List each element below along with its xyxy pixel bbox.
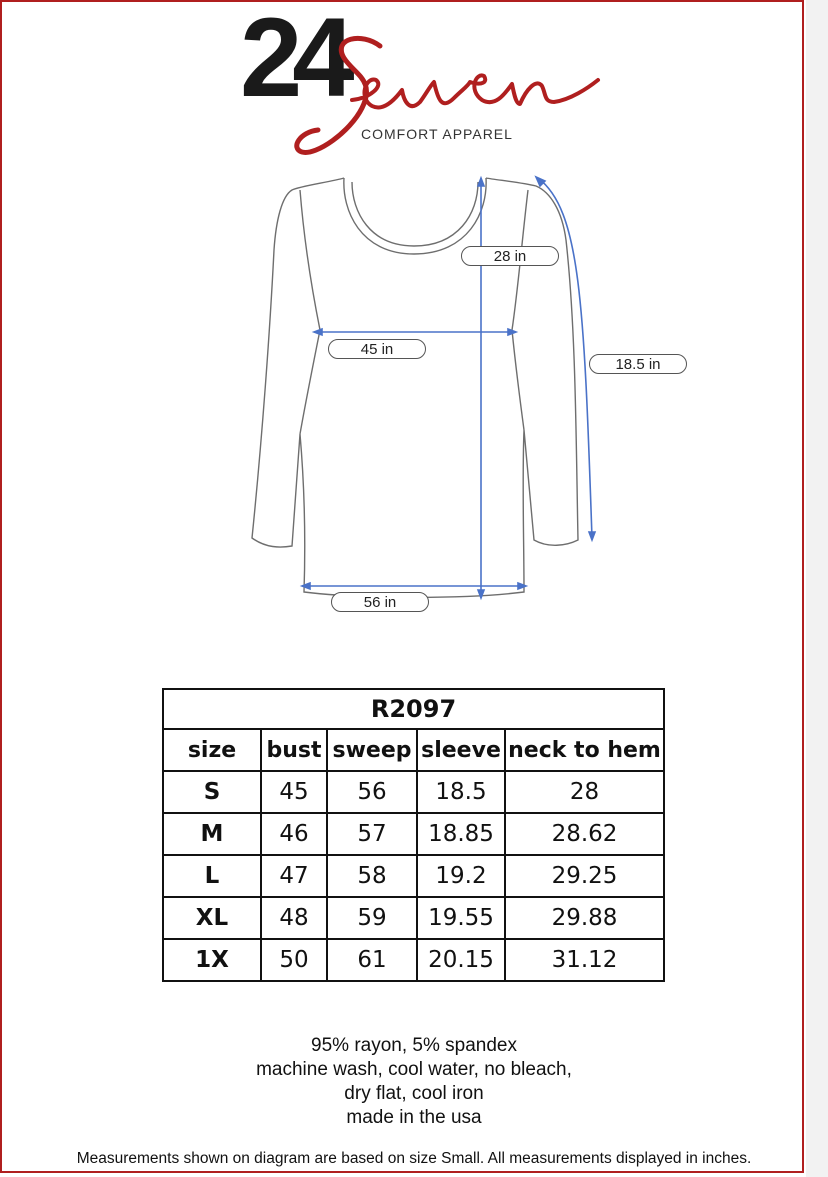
table-row — [163, 771, 664, 813]
sleeve-cell: 18.85 — [417, 813, 505, 855]
sweep-cell: 59 — [327, 897, 417, 939]
sweep-cell: 58 — [327, 855, 417, 897]
logo-subtitle: COMFORT APPAREL — [361, 126, 513, 142]
sweep-cell: 61 — [327, 939, 417, 981]
bust-cell: 50 — [261, 939, 327, 981]
table-row — [163, 897, 664, 939]
care-line-origin: made in the usa — [346, 1107, 482, 1128]
care-line-wash: machine wash, cool water, no bleach, — [256, 1059, 572, 1080]
bust-cell: 48 — [261, 897, 327, 939]
size-cell: XL — [163, 897, 261, 939]
table-row — [163, 939, 664, 981]
bust-cell: 45 — [261, 771, 327, 813]
neck-to-hem-cell: 31.12 — [505, 939, 664, 981]
neckline — [344, 178, 486, 254]
size-cell: 1X — [163, 939, 261, 981]
sleeve-cell: 19.2 — [417, 855, 505, 897]
label-sleeve: 18.5 in — [589, 354, 687, 374]
neck-to-hem-cell: 29.25 — [505, 855, 664, 897]
table-row — [163, 813, 664, 855]
header-sleeve: sleeve — [417, 729, 505, 771]
style-number: R2097 — [163, 689, 664, 729]
size-cell: M — [163, 813, 261, 855]
label-sweep: 56 in — [331, 592, 429, 612]
size-cell: L — [163, 855, 261, 897]
logo-number: 24 — [240, 0, 345, 120]
care-instructions — [200, 1034, 628, 1130]
measurement-footnote: Measurements shown on diagram are based on size Small. All measurements displayed in inches. — [76, 1150, 752, 1167]
header-neck-to-hem: neck to hem — [505, 729, 664, 771]
neck-to-hem-cell: 28.62 — [505, 813, 664, 855]
sleeve-cell: 18.5 — [417, 771, 505, 813]
label-bust: 45 in — [328, 339, 426, 359]
size-chart-table — [162, 688, 665, 982]
neck-to-hem-cell: 28 — [505, 771, 664, 813]
care-line-fabric: 95% rayon, 5% spandex — [311, 1035, 517, 1056]
sleeve-cell: 20.15 — [417, 939, 505, 981]
sweep-cell: 56 — [327, 771, 417, 813]
header-bust: bust — [261, 729, 327, 771]
shirt-outline — [252, 178, 578, 597]
sleeve-cell: 19.55 — [417, 897, 505, 939]
care-line-dry: dry flat, cool iron — [344, 1083, 484, 1104]
bust-cell: 46 — [261, 813, 327, 855]
header-size: size — [163, 729, 261, 771]
table-row — [163, 855, 664, 897]
sweep-cell: 57 — [327, 813, 417, 855]
bust-cell: 47 — [261, 855, 327, 897]
neck-to-hem-cell: 29.88 — [505, 897, 664, 939]
size-cell: S — [163, 771, 261, 813]
header-row — [163, 729, 664, 771]
label-neck-to-hem: 28 in — [461, 246, 559, 266]
header-sweep: sweep — [327, 729, 417, 771]
